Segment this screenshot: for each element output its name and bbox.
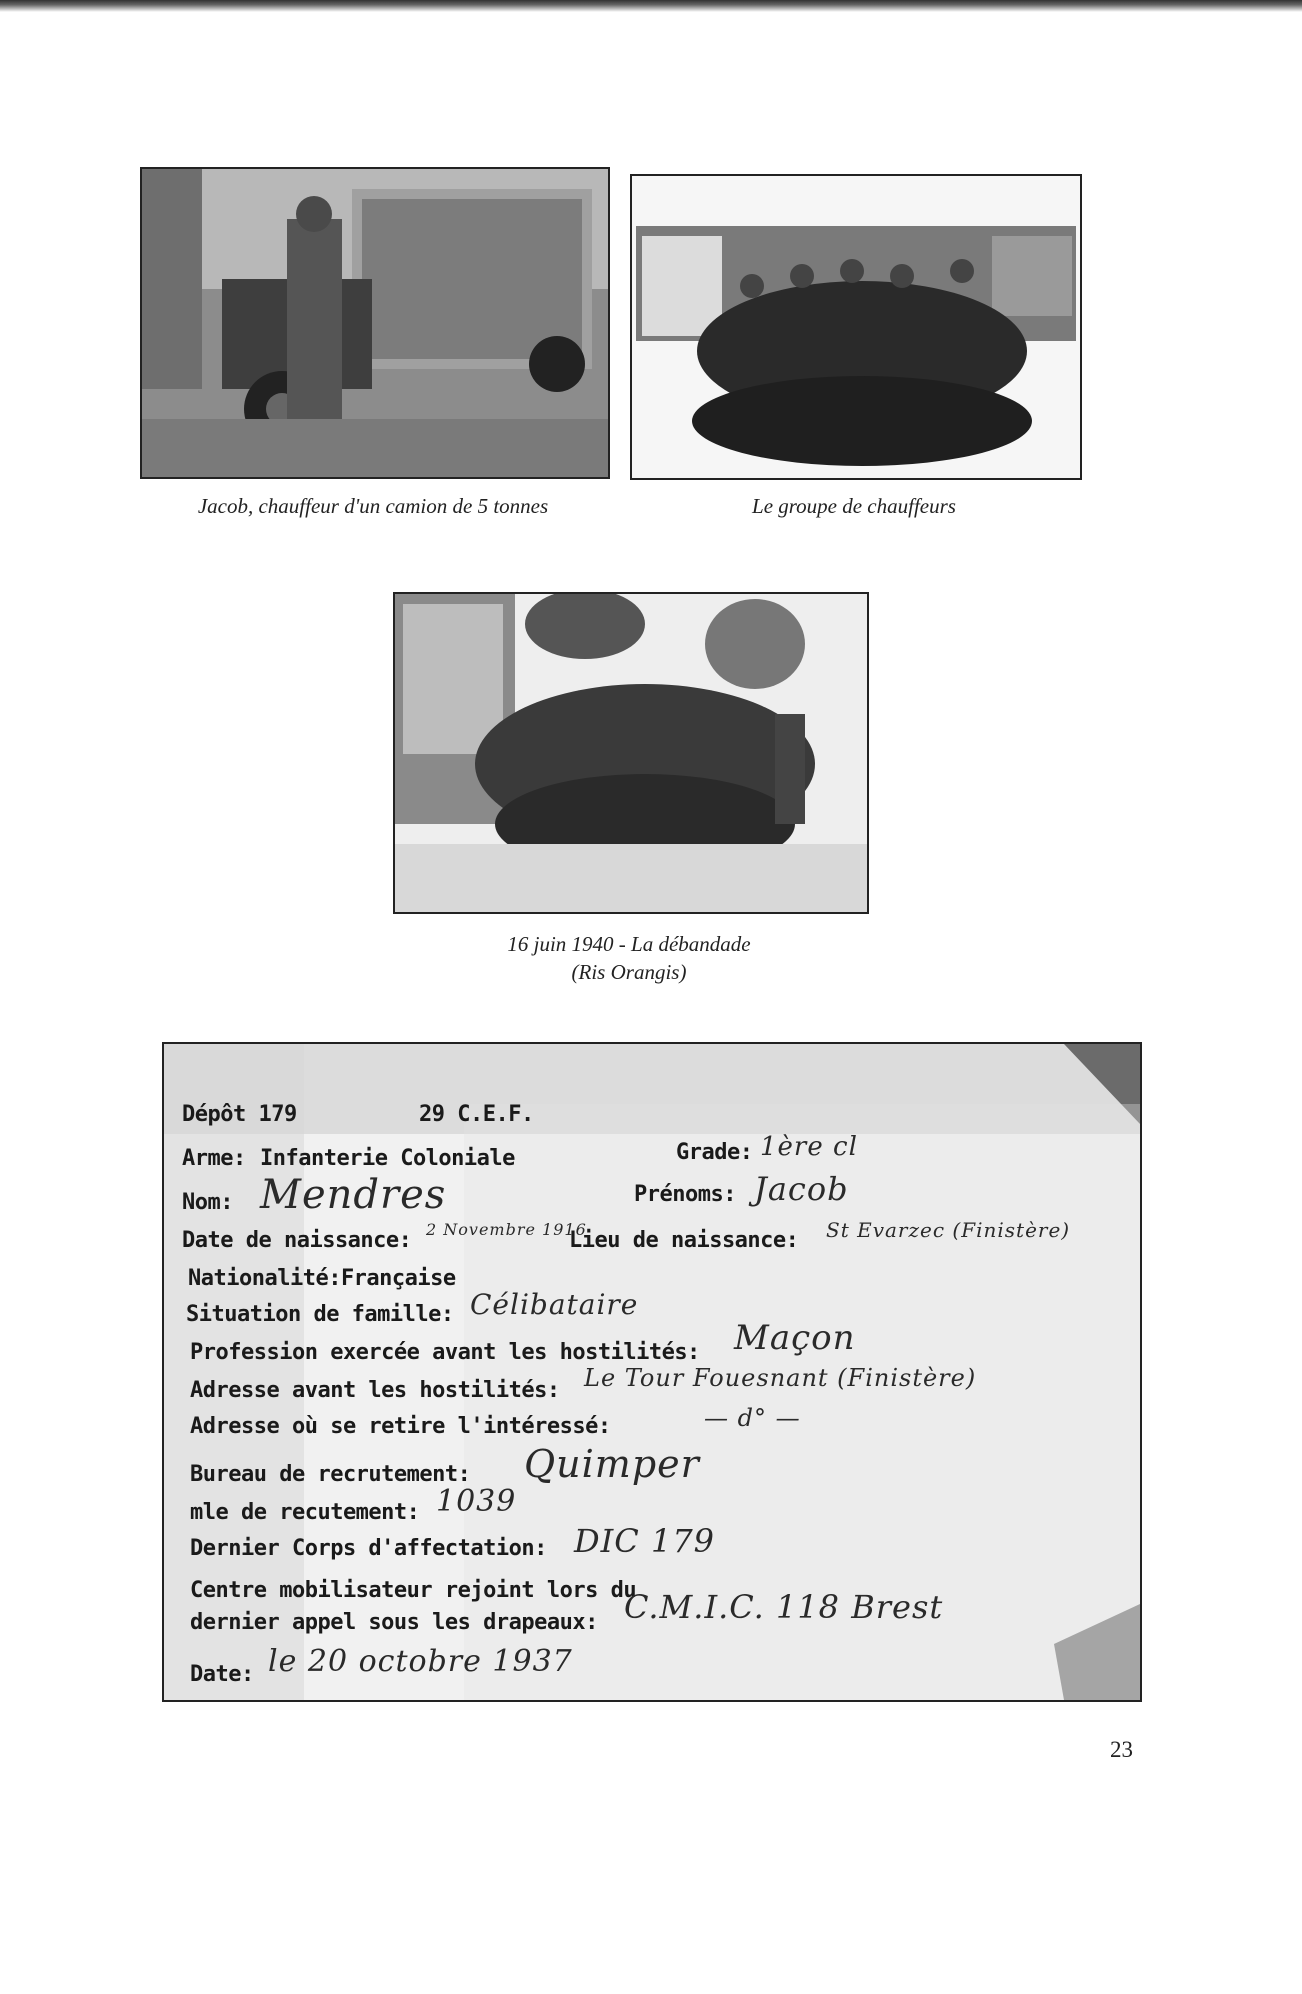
photo-group-drivers [630,174,1082,480]
card-bureau-label: Bureau de recrutement: [190,1462,471,1487]
card-naissance-value: 2 Novembre 1916 [426,1220,587,1239]
card-corps-value: DIC 179 [574,1522,716,1560]
photo3-caption-line1: 16 juin 1940 - La débandade [507,932,751,956]
card-matricule-value: 1039 [436,1484,517,1519]
card-grade-value: 1ère cl [760,1132,858,1162]
photo2-caption: Le groupe de chauffeurs [752,494,956,518]
photo3-caption-line2: (Ris Orangis) [571,960,687,984]
card-bureau-value: Quimper [524,1442,700,1486]
card-retire-label: Adresse où se retire l'intéressé: [190,1414,611,1439]
card-retire-value: — d° — [704,1404,801,1432]
photo-truck-driver [140,167,610,479]
card-prenom-label: Prénoms: [634,1182,736,1207]
card-arme-value: Infanterie Coloniale [260,1146,515,1171]
scan-edge [0,0,1302,12]
page-number: 23 [1110,1737,1133,1762]
card-arme-label: Arme: [182,1146,246,1171]
card-prenom-value: Jacob [754,1170,849,1208]
card-situation-label: Situation de famille: [186,1302,454,1327]
card-corps-label: Dernier Corps d'affectation: [190,1536,547,1561]
card-centre-label2: dernier appel sous les drapeaux: [190,1610,598,1635]
card-adresse-label: Adresse avant les hostilités: [190,1378,560,1403]
card-nationalite: Nationalité:Française [188,1266,456,1291]
card-profession-label: Profession exercée avant les hostilités: [190,1340,700,1365]
card-lieu-label: Lieu de naissance: [569,1228,799,1253]
card-profession-value: Maçon [734,1318,856,1358]
card-centre-value: C.M.I.C. 118 Brest [624,1588,944,1626]
card-date-label: Date: [190,1662,254,1687]
card-matricule-label: mle de recutement: [190,1500,420,1525]
military-record-card [162,1042,1142,1702]
card-situation-value: Célibataire [470,1288,639,1321]
card-depot: Dépôt 179 [182,1102,297,1127]
photo-debandade [393,592,869,914]
card-adresse-value: Le Tour Fouesnant (Finistère) [584,1364,977,1392]
card-lieu-value: St Evarzec (Finistère) [826,1218,1071,1242]
card-unit: 29 C.E.F. [419,1102,534,1127]
card-grade-label: Grade: [676,1140,753,1165]
photo1-caption: Jacob, chauffeur d'un camion de 5 tonnes [197,494,549,518]
card-centre-label1: Centre mobilisateur rejoint lors du [190,1578,637,1603]
card-naissance-label: Date de naissance: [182,1228,412,1253]
card-nom-value: Mendres [260,1172,447,1218]
card-nom-label: Nom: [182,1190,233,1215]
card-date-value: le 20 octobre 1937 [268,1644,573,1679]
